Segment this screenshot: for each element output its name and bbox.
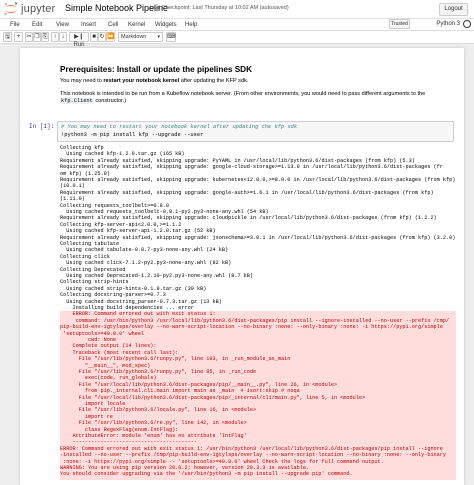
output-line: Collecting kfp [60,145,104,151]
output-line: Requirement already satisfied, skipping upgrade: jsonschema>=3.0.1 in /usr/local/lib/python3.6/dist-packages (from kfp) (3.2.0) [60,234,456,241]
menu-view[interactable]: View [56,22,69,28]
header-bar [0,0,474,19]
para2-code: kfp.Client [61,98,93,104]
run-icon: ▶❙ [74,34,84,40]
output-line: Requirement already satisfied, skipping upgrade: cloudpickle in /usr/local/lib/python3.6/dist-packages (from kfp) (1.2.2) [60,215,437,222]
code-comment: # You may need to restart your notebook kernel after updating the kfp sdk [61,124,298,130]
run-label: Run [73,42,85,48]
error-line: from pip._internal.cli.main import main as _main # isort:skip # noqa [60,388,300,395]
error-line: File "/usr/lib/python3.6/runpy.py", line 85, in _run_code [60,369,257,375]
fast-forward-icon: ⏩ [107,34,115,40]
cell-type-value: Markdown [121,34,147,40]
error-line: pip-build-env-1gtylsps/overlay --no-warn-script-location --no-binary :none: --only-binary :none: -i https://pypi.org/simple [60,324,443,331]
error-line: "__main__", mod_spec) [60,362,151,369]
para1-bold: restart your notebook kernel [103,78,180,84]
output-line: Using cached kfp-1.2.0.tar.gz (165 kB) [60,151,185,158]
code-command: !python3 -m pip install kfp --upgrade --user [61,132,204,138]
move-down-icon: ↓ [61,34,65,40]
jupyter-logo-icon [3,1,19,17]
insert-cell-button[interactable] [14,32,23,42]
move-up-button[interactable] [51,32,59,42]
move-up-icon: ↑ [53,34,57,40]
save-icon: 🖫 [4,34,11,40]
keyboard-icon: ⌨ [167,34,176,40]
markdown-paragraph-1 [60,78,450,85]
error-line: ERROR: Command errored out with exit status 1: /usr/bin/python3 /usr/local/lib/python3.6/dist-packages/pip install --ignore [60,445,443,452]
restart-icon: ↻ [99,34,105,40]
output-line: Collecting kfp-server-api<2.0.0,>=1.1.2 [60,221,182,228]
code-cell-input[interactable] [57,121,454,142]
output-line: Collecting docstring-parser>=0.7.3 [60,292,166,299]
error-line: exec(code, run_globals) [60,375,157,382]
output-line: Collecting requests_toolbelt>=0.8.0 [60,202,169,209]
trusted-indicator[interactable]: Trusted [389,19,410,29]
output-line: (10.0.1) [60,183,85,190]
output-line: Installing build dependencies ... error [60,305,194,311]
run-button[interactable] [69,32,89,48]
menu-edit[interactable]: Edit [32,22,43,28]
interrupt-button[interactable] [90,32,98,42]
output-line: Requirement already satisfied, skipping upgrade: google-auth>=1.6.1 in /usr/local/lib/python3.6/dist-packages (from kfp) [60,189,434,196]
cut-button[interactable] [25,32,33,42]
error-line: AttributeError: module 'enum' has no attribute 'IntFlag' [60,433,247,439]
error-line: cwd: None [60,337,117,343]
para2-end: constructor.) [93,98,127,104]
error-line: File "/usr/lib/python3.6/re.py", line 142, in <module> [60,420,247,427]
output-line: Using cached click-7.1.2-py2.py3-none-any.whl (82 kB) [60,260,232,267]
notebook-title[interactable]: Simple Notebook Pipeline [65,3,169,13]
move-down-button[interactable] [59,32,67,42]
command-palette-button[interactable] [166,32,176,42]
section-heading: Prerequisites: Install or update the pipelines SDK [60,65,252,74]
menu-insert[interactable]: Insert [81,22,97,28]
menubar [0,19,474,31]
output-line: Requirement already satisfied, skipping upgrade: google-cloud-storage>=1.13.0 in /usr/local/lib/python3.6/dist-packages (fr [60,164,443,171]
paste-button[interactable] [41,32,49,42]
output-line: om kfp) (1.25.0) [60,170,110,177]
error-line: ---------------------------------------- [60,439,197,446]
error-line: File "/usr/lib/python3.6/locale.py", line 16, in <module> [60,407,257,414]
cut-icon: ✂ [26,34,32,40]
output-line: Using cached requests_toolbelt-0.9.1-py2.py3-none-any.whl (54 kB) [60,209,269,215]
paste-icon: ⎘ [42,34,48,40]
error-line: File "/usr/lib/python3.6/runpy.py", line 193, in _run_module_as_main [60,356,291,363]
output-line: (1.11.0) [60,196,85,203]
restart-button[interactable] [98,32,106,42]
error-line: File "/usr/local/lib/python3.6/dist-packages/pip/__main__.py", line 26, in <module> [60,381,338,388]
cell-prompt: In [1]: [29,123,55,130]
copy-icon: ❐ [34,34,40,40]
output-line: Using cached docstring_parser-0.7.3.tar.gz (13 kB) [60,298,222,305]
menu-kernel[interactable]: Kernel [128,22,146,28]
error-line: File "/usr/local/lib/python3.6/dist-packages/pip/_internal/cli/main.py", line 5, in <module> [60,394,366,401]
jupyter-logo[interactable] [3,1,55,17]
menu-widgets[interactable]: Widgets [155,22,177,28]
output-line: Collecting Deprecated [60,266,126,273]
kernel-status-icon [463,20,471,28]
notebook-container [20,48,464,485]
output-line: Requirement already satisfied, skipping upgrade: kubernetes<12.0.0,>=8.0.0 in /usr/local/lib/python3.6/dist-packages (from kfp) [60,177,456,183]
error-line: -installed --no-user --prefix /tmp/pip-build-env-1gtylsps/overlay --no-warn-script-location --no-binary :none: --only-binary [60,452,447,459]
output-line: Using cached strip-hints-0.1.9.tar.gz (30 kB) [60,285,207,292]
menu-file[interactable]: File [10,22,20,28]
logout-button[interactable]: Logout [439,3,468,16]
para1-text: You may need to [60,78,104,84]
error-line: ERROR: Command errored out with exit status 1: [60,311,216,318]
jupyter-logo-text: jupyter [21,3,56,15]
kernel-name[interactable]: Python 3 [436,21,460,27]
checkpoint-status: Last Checkpoint: Last Thursday at 10:02 AM (autosaved) [150,5,289,11]
error-line: command: /usr/bin/python3 /usr/local/lib/python3.6/dist-packages/pip install --ignore-installed --no-user --prefix /tmp/ [60,317,450,324]
error-line: You should consider upgrading via the '/usr/bin/python3 -m pip install --upgrade pip' command. [60,471,353,478]
output-line: Requirement already satisfied, skipping upgrade: PyYAML in /usr/local/lib/python3.6/dist-packages (from kfp) (5.3) [60,157,415,164]
output-line: Collecting strip-hints [60,279,129,286]
cell-output [60,145,456,485]
output-line: Collecting click [60,253,110,260]
restart-run-all-button[interactable] [106,32,115,42]
output-line: Using cached tabulate-0.8.7-py3-none-any.whl (24 kB) [60,247,229,254]
error-line: :none: -i https://pypi.org/simple -- 'setuptools>=40.8.0' wheel Check the logs for full command output. [60,458,384,465]
menu-cell[interactable]: Cell [108,22,119,28]
error-line: class RegexFlag(enum.IntFlag): [60,426,179,433]
output-line: Collecting tabulate [60,241,120,247]
para1-end: after updating the KFP sdk. [179,78,249,84]
menu-help[interactable]: Help [185,22,198,28]
error-line: import locale [60,401,126,407]
add-cell-icon: + [16,34,21,40]
error-line: 'setuptools>=40.8.0' wheel [60,330,145,337]
error-line: Complete output (14 lines): [60,343,157,350]
copy-button[interactable] [33,32,41,42]
markdown-paragraph-2 [60,91,450,105]
save-button[interactable] [3,32,12,42]
error-line: import re [60,413,113,420]
output-line: Using cached Deprecated-1.2.10-py2.py3-none-any.whl (8.7 kB) [60,273,254,279]
output-line: Using cached kfp-server-api-1.2.0.tar.gz (52 kB) [60,228,216,235]
chevron-down-icon: ▾ [157,34,160,40]
cell-type-select[interactable] [118,32,163,42]
stop-icon: ■ [92,34,96,40]
error-line: WARNING: You are using pip version 20.0.2; however, version 20.3.3 is available. [60,465,310,471]
para2-text: This notebook is intended to be run from a Kubeflow notebook server. (From other environments, you would need to pass different arguments to the [60,91,426,97]
error-line: Traceback (most recent call last): [60,349,179,356]
